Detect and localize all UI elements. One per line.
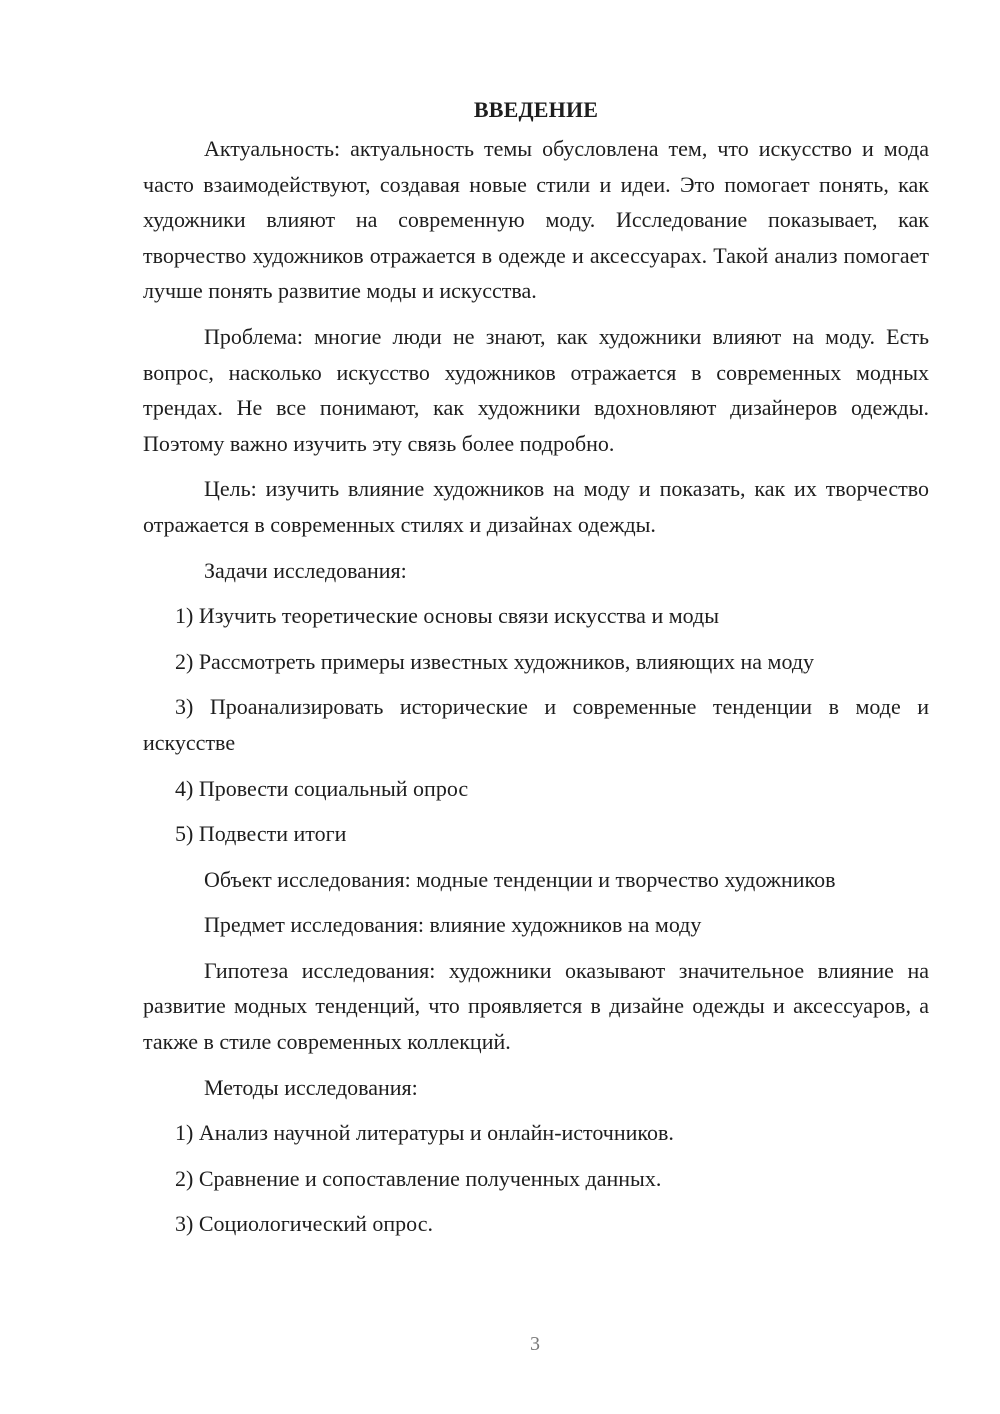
methods-title: Методы исследования: [204,1074,418,1100]
hypothesis-paragraph: Гипотеза исследования: художники оказывают значительное влияние на развитие модных тенденций, что проявляется в дизайне одежды и аксессуаров, а также в стиле современных коллекций. [143,957,929,1055]
problem-paragraph: Проблема: многие люди не знают, как художники влияют на моду. Есть вопрос, насколько искусство художников отражается в современных модных трендах. Не все понимают, как художники вдохновляют дизайнеров одежды. Поэтому важно изучить эту связь более подробно. [143,323,929,456]
task-item: 1) Изучить теоретические основы связи искусства и моды [175,603,719,629]
task-item: 2) Рассмотреть примеры известных художников, влияющих на моду [175,648,815,674]
research-subject: Предмет исследования: влияние художников на моду [204,912,702,938]
task-item: 3) Проанализировать исторические и современные тенденции в моде и искусстве [143,694,929,755]
goal-paragraph: Цель: изучить влияние художников на моду и показать, как их творчество отражается в современных стилях и дизайнах одежды. [143,476,929,537]
method-item: 2) Сравнение и сопоставление полученных данных. [175,1165,662,1191]
tasks-title: Задачи исследования: [204,557,407,583]
task-item: 4) Провести социальный опрос [175,775,469,801]
page-content [143,95,929,1252]
task-item: 5) Подвести итоги [175,821,347,847]
method-item: 1) Анализ научной литературы и онлайн-источников. [175,1120,674,1146]
relevance-paragraph: Актуальность: актуальность темы обусловлена тем, что искусство и мода часто взаимодействуют, создавая новые стили и идеи. Это помогает понять, как художники влияют на современную моду. Исследование показывает, как творчество художников отражается в одежде и аксессуарах. Такой анализ помогает лучше понять развитие моды и искусства. [143,136,929,304]
method-item: 3) Социологический опрос. [175,1211,433,1237]
research-object: Объект исследования: модные тенденции и творчество художников [204,866,836,892]
section-heading: ВВЕДЕНИЕ [473,97,599,122]
page-number: 3 [530,1333,540,1355]
